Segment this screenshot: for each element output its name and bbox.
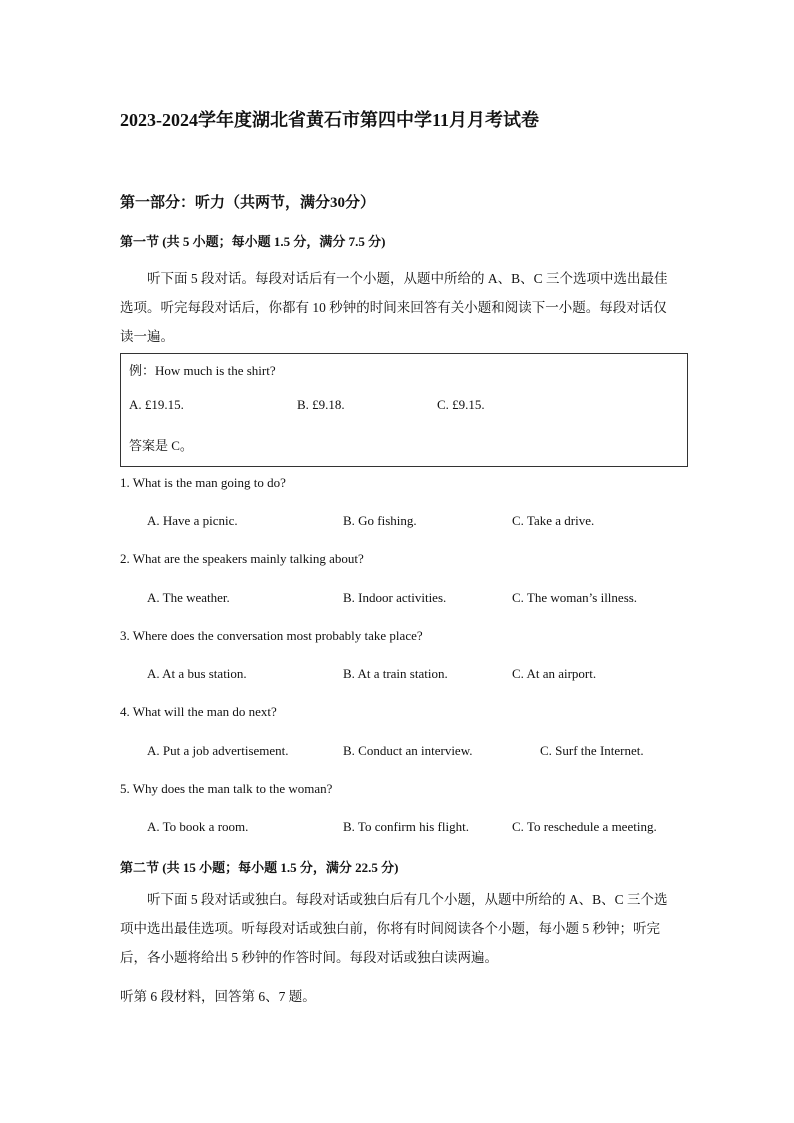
question-2-option-c: C. The woman’s illness. bbox=[512, 590, 638, 605]
example-option-b: B. £9.18. bbox=[297, 397, 345, 412]
question-5-option-a: A. To book a room. bbox=[147, 819, 249, 834]
question-3-option-c: C. At an airport. bbox=[512, 666, 597, 681]
question-4-option-a: A. Put a job advertisement. bbox=[147, 743, 289, 758]
example-option-a: A. £19.15. bbox=[129, 397, 184, 412]
section-two-heading: 第二节 (共 15 小题；每小题 1.5 分，满分 22.5 分) bbox=[120, 860, 399, 875]
question-3: 3. Where does the conversation most probably take place? bbox=[120, 628, 423, 643]
question-4-option-b: B. Conduct an interview. bbox=[343, 743, 473, 758]
part-one-heading: 第一部分：听力（共两节，满分30分） bbox=[120, 195, 376, 211]
section-two-instructions: 听下面 5 段对话或独白。每段对话或独白后有几个小题，从题中所给的 A、B、C 三个选项中选出最佳选项。听每段对话或独白前，你将有时间阅读各个小题，每小题 5 秒钟；听完后，各小题将给出 5 秒钟的作答时间。每段对话或独白读两遍。 bbox=[120, 892, 668, 965]
example-option-c: C. £9.15. bbox=[437, 397, 485, 412]
question-5-option-c: C. To reschedule a meeting. bbox=[512, 819, 657, 834]
question-3-option-b: B. At a train station. bbox=[343, 666, 448, 681]
example-box bbox=[120, 353, 688, 467]
exam-title: 2023-2024学年度湖北省黄石市第四中学11月月考试卷 bbox=[120, 110, 539, 130]
question-4: 4. What will the man do next? bbox=[120, 704, 277, 719]
example-answer: 答案是 C。 bbox=[129, 438, 193, 453]
question-3-option-a: A. At a bus station. bbox=[147, 666, 247, 681]
example-question: 例：How much is the shirt? bbox=[129, 363, 276, 378]
question-5: 5. Why does the man talk to the woman? bbox=[120, 781, 333, 796]
question-5-option-b: B. To confirm his flight. bbox=[343, 819, 469, 834]
question-2: 2. What are the speakers mainly talking about? bbox=[120, 551, 364, 566]
question-1-option-a: A. Have a picnic. bbox=[147, 513, 238, 528]
question-2-option-a: A. The weather. bbox=[147, 590, 230, 605]
question-4-option-c: C. Surf the Internet. bbox=[540, 743, 644, 758]
section-one-instructions: 听下面 5 段对话。每段对话后有一个小题，从题中所给的 A、B、C 三个选项中选出最佳选项。听完每段对话后，你都有 10 秒钟的时间来回答有关小题和阅读下一小题。每段对话仅读一遍。 bbox=[120, 271, 668, 344]
question-1-option-c: C. Take a drive. bbox=[512, 513, 595, 528]
question-1-option-b: B. Go fishing. bbox=[343, 513, 417, 528]
question-2-option-b: B. Indoor activities. bbox=[343, 590, 447, 605]
material-six-instruction: 听第 6 段材料，回答第 6、7 题。 bbox=[120, 989, 316, 1004]
question-1: 1. What is the man going to do? bbox=[120, 475, 286, 490]
section-one-heading: 第一节 (共 5 小题；每小题 1.5 分，满分 7.5 分) bbox=[120, 234, 386, 249]
